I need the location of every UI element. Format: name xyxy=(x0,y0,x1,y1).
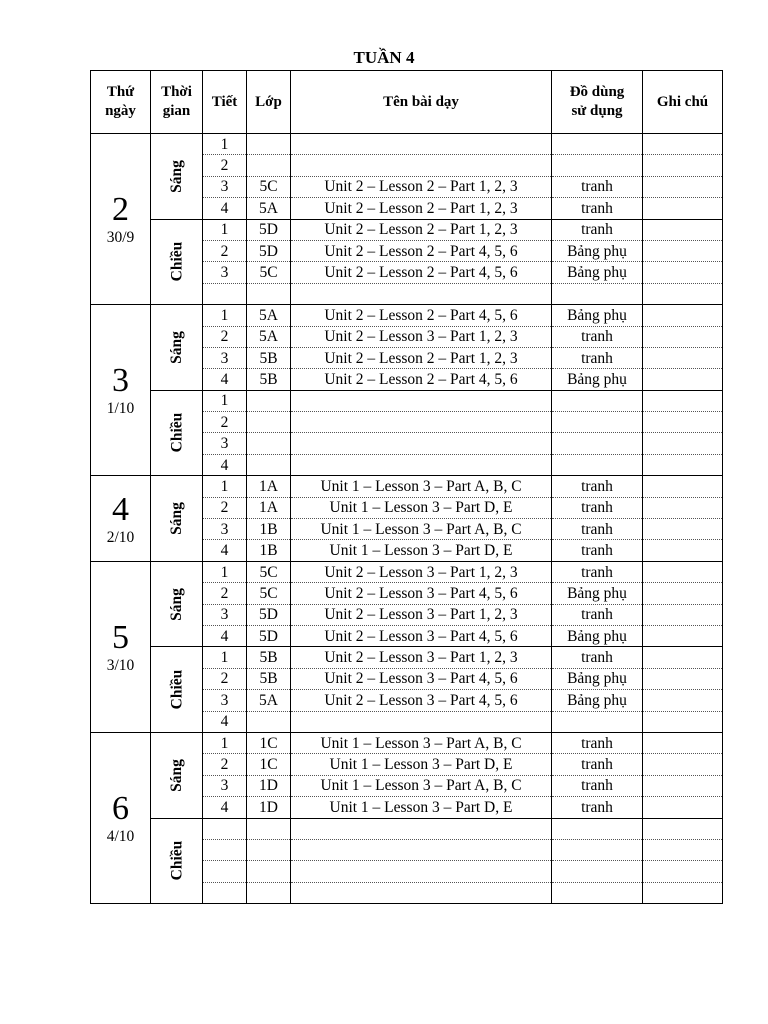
period-cell: 1 xyxy=(203,647,247,668)
notes-cell xyxy=(643,240,723,261)
header-lesson: Tên bài dạy xyxy=(291,71,552,134)
lesson-cell xyxy=(291,412,552,433)
session-label: Sáng xyxy=(168,758,185,792)
class-cell xyxy=(247,412,291,433)
notes-cell xyxy=(643,818,723,839)
period-cell: 1 xyxy=(203,134,247,155)
class-cell: 5B xyxy=(247,647,291,668)
notes-cell xyxy=(643,583,723,604)
period-cell: 2 xyxy=(203,668,247,689)
materials-cell: tranh xyxy=(552,219,643,240)
period-cell: 4 xyxy=(203,797,247,818)
materials-cell: tranh xyxy=(552,476,643,497)
materials-cell: Bảng phụ xyxy=(552,668,643,689)
class-cell xyxy=(247,882,291,903)
header-notes: Ghi chú xyxy=(643,71,723,134)
period-cell xyxy=(203,818,247,839)
day-date: 1/10 xyxy=(106,400,135,418)
period-cell: 3 xyxy=(203,690,247,711)
notes-cell xyxy=(643,219,723,240)
class-cell: 1D xyxy=(247,797,291,818)
class-cell: 5C xyxy=(247,262,291,283)
table-row xyxy=(91,476,723,497)
session-label: Chiều xyxy=(168,413,185,453)
materials-cell xyxy=(552,283,643,304)
notes-cell xyxy=(643,647,723,668)
class-cell: 1C xyxy=(247,754,291,775)
lesson-cell: Unit 1 – Lesson 3 – Part A, B, C xyxy=(291,519,552,540)
session-label: Chiều xyxy=(168,669,185,710)
period-cell: 1 xyxy=(203,732,247,753)
header-time: Thời gian xyxy=(151,71,203,134)
lesson-cell: Unit 2 – Lesson 2 – Part 1, 2, 3 xyxy=(291,176,552,197)
header-period: Tiết xyxy=(203,71,247,134)
period-cell: 2 xyxy=(203,155,247,176)
period-cell: 2 xyxy=(203,412,247,433)
table-body xyxy=(91,134,723,904)
materials-cell: tranh xyxy=(552,497,643,518)
class-cell: 5C xyxy=(247,583,291,604)
class-cell: 5D xyxy=(247,219,291,240)
materials-cell xyxy=(552,711,643,732)
notes-cell xyxy=(643,369,723,390)
lesson-cell: Unit 2 – Lesson 3 – Part 1, 2, 3 xyxy=(291,561,552,582)
materials-cell: tranh xyxy=(552,647,643,668)
lesson-cell: Unit 2 – Lesson 2 – Part 4, 5, 6 xyxy=(291,240,552,261)
notes-cell xyxy=(643,754,723,775)
lesson-cell: Unit 2 – Lesson 3 – Part 1, 2, 3 xyxy=(291,604,552,625)
session-label: Sáng xyxy=(168,331,185,364)
class-cell xyxy=(247,818,291,839)
lesson-cell xyxy=(291,454,552,475)
class-cell xyxy=(247,390,291,411)
materials-cell: Bảng phụ xyxy=(552,240,643,261)
session-label: Sáng xyxy=(168,587,185,621)
materials-cell: Bảng phụ xyxy=(552,625,643,646)
period-cell: 4 xyxy=(203,540,247,561)
class-cell: 5A xyxy=(247,326,291,347)
lesson-cell xyxy=(291,818,552,839)
materials-cell: Bảng phụ xyxy=(552,369,643,390)
materials-cell: tranh xyxy=(552,347,643,368)
notes-cell xyxy=(643,155,723,176)
class-cell: 5B xyxy=(247,668,291,689)
header-day: Thứ ngày xyxy=(91,71,151,134)
period-cell: 2 xyxy=(203,240,247,261)
notes-cell xyxy=(643,476,723,497)
materials-cell xyxy=(552,155,643,176)
period-cell: 1 xyxy=(203,219,247,240)
session-cell xyxy=(151,476,203,562)
header-class: Lớp xyxy=(247,71,291,134)
period-cell xyxy=(203,839,247,860)
class-cell: 5D xyxy=(247,625,291,646)
class-cell xyxy=(247,283,291,304)
class-cell: 5D xyxy=(247,240,291,261)
notes-cell xyxy=(643,519,723,540)
lesson-cell: Unit 2 – Lesson 2 – Part 1, 2, 3 xyxy=(291,198,552,219)
period-cell: 4 xyxy=(203,198,247,219)
period-cell: 1 xyxy=(203,561,247,582)
notes-cell xyxy=(643,540,723,561)
lesson-cell xyxy=(291,283,552,304)
day-number: 6 xyxy=(112,790,129,827)
session-label: Chiều xyxy=(168,840,185,881)
class-cell: 5A xyxy=(247,305,291,326)
table-row xyxy=(91,390,723,411)
notes-cell xyxy=(643,668,723,689)
period-cell: 2 xyxy=(203,583,247,604)
table-row xyxy=(91,134,723,155)
notes-cell xyxy=(643,134,723,155)
class-cell: 1B xyxy=(247,519,291,540)
lesson-cell: Unit 2 – Lesson 2 – Part 4, 5, 6 xyxy=(291,305,552,326)
notes-cell xyxy=(643,283,723,304)
notes-cell xyxy=(643,305,723,326)
notes-cell xyxy=(643,176,723,197)
lesson-cell xyxy=(291,134,552,155)
period-cell xyxy=(203,283,247,304)
session-cell xyxy=(151,818,203,904)
day-date: 4/10 xyxy=(106,828,135,845)
day-number: 2 xyxy=(112,191,129,229)
day-cell xyxy=(91,134,151,305)
session-cell xyxy=(151,219,203,305)
period-cell: 1 xyxy=(203,476,247,497)
lesson-cell xyxy=(291,433,552,454)
table-row xyxy=(91,647,723,668)
lesson-cell: Unit 1 – Lesson 3 – Part D, E xyxy=(291,754,552,775)
lesson-cell xyxy=(291,882,552,903)
session-cell xyxy=(151,732,203,818)
class-cell: 5A xyxy=(247,690,291,711)
lesson-cell: Unit 2 – Lesson 2 – Part 1, 2, 3 xyxy=(291,347,552,368)
period-cell: 4 xyxy=(203,369,247,390)
notes-cell xyxy=(643,711,723,732)
class-cell xyxy=(247,134,291,155)
period-cell: 1 xyxy=(203,390,247,411)
class-cell: 1B xyxy=(247,540,291,561)
table-row xyxy=(91,818,723,839)
lesson-cell xyxy=(291,155,552,176)
session-label: Sáng xyxy=(168,159,185,193)
period-cell: 3 xyxy=(203,433,247,454)
class-cell: 5B xyxy=(247,347,291,368)
day-cell xyxy=(91,561,151,732)
notes-cell xyxy=(643,625,723,646)
period-cell: 3 xyxy=(203,775,247,796)
materials-cell: tranh xyxy=(552,754,643,775)
class-cell xyxy=(247,155,291,176)
materials-cell: tranh xyxy=(552,775,643,796)
period-cell: 4 xyxy=(203,625,247,646)
materials-cell: tranh xyxy=(552,797,643,818)
lesson-cell: Unit 2 – Lesson 3 – Part 4, 5, 6 xyxy=(291,583,552,604)
period-cell: 3 xyxy=(203,604,247,625)
materials-cell xyxy=(552,818,643,839)
notes-cell xyxy=(643,326,723,347)
materials-cell: tranh xyxy=(552,540,643,561)
class-cell xyxy=(247,711,291,732)
materials-cell: tranh xyxy=(552,198,643,219)
lesson-cell: Unit 1 – Lesson 3 – Part A, B, C xyxy=(291,476,552,497)
lesson-cell: Unit 2 – Lesson 2 – Part 1, 2, 3 xyxy=(291,219,552,240)
day-date: 2/10 xyxy=(106,528,135,546)
materials-cell xyxy=(552,390,643,411)
materials-cell: tranh xyxy=(552,561,643,582)
notes-cell xyxy=(643,262,723,283)
notes-cell xyxy=(643,347,723,368)
table-row xyxy=(91,305,723,326)
table-header xyxy=(91,71,723,134)
materials-cell xyxy=(552,861,643,882)
class-cell: 5D xyxy=(247,604,291,625)
materials-cell: Bảng phụ xyxy=(552,583,643,604)
period-cell: 3 xyxy=(203,176,247,197)
page-title: TUẦN 4 xyxy=(353,48,415,67)
materials-cell: tranh xyxy=(552,604,643,625)
lesson-cell: Unit 2 – Lesson 3 – Part 4, 5, 6 xyxy=(291,668,552,689)
period-cell: 3 xyxy=(203,519,247,540)
class-cell: 1A xyxy=(247,476,291,497)
session-cell xyxy=(151,305,203,391)
class-cell: 1A xyxy=(247,497,291,518)
materials-cell: tranh xyxy=(552,326,643,347)
session-label: Chiều xyxy=(168,242,185,282)
notes-cell xyxy=(643,797,723,818)
period-cell: 4 xyxy=(203,711,247,732)
materials-cell: tranh xyxy=(552,732,643,753)
session-cell xyxy=(151,390,203,476)
materials-cell xyxy=(552,882,643,903)
notes-cell xyxy=(643,839,723,860)
class-cell: 5A xyxy=(247,198,291,219)
lesson-cell: Unit 2 – Lesson 2 – Part 4, 5, 6 xyxy=(291,262,552,283)
period-cell: 2 xyxy=(203,754,247,775)
notes-cell xyxy=(643,882,723,903)
period-cell: 4 xyxy=(203,454,247,475)
class-cell: 1C xyxy=(247,732,291,753)
table-row xyxy=(91,732,723,753)
materials-cell: Bảng phụ xyxy=(552,305,643,326)
notes-cell xyxy=(643,690,723,711)
class-cell xyxy=(247,454,291,475)
notes-cell xyxy=(643,561,723,582)
table-row xyxy=(91,561,723,582)
lesson-cell xyxy=(291,839,552,860)
lesson-cell: Unit 1 – Lesson 3 – Part A, B, C xyxy=(291,732,552,753)
period-cell: 2 xyxy=(203,497,247,518)
session-cell xyxy=(151,647,203,733)
session-cell xyxy=(151,134,203,220)
day-cell xyxy=(91,305,151,476)
materials-cell xyxy=(552,134,643,155)
materials-cell: Bảng phụ xyxy=(552,262,643,283)
class-cell: 5C xyxy=(247,561,291,582)
class-cell: 5C xyxy=(247,176,291,197)
notes-cell xyxy=(643,454,723,475)
day-number: 3 xyxy=(112,362,129,400)
period-cell: 1 xyxy=(203,305,247,326)
materials-cell xyxy=(552,454,643,475)
day-cell xyxy=(91,476,151,562)
class-cell: 5B xyxy=(247,369,291,390)
class-cell: 1D xyxy=(247,775,291,796)
lesson-cell: Unit 2 – Lesson 2 – Part 4, 5, 6 xyxy=(291,369,552,390)
lesson-cell: Unit 2 – Lesson 3 – Part 1, 2, 3 xyxy=(291,647,552,668)
materials-cell xyxy=(552,839,643,860)
day-date: 3/10 xyxy=(106,656,135,674)
header-materials: Đồ dùng sử dụng xyxy=(552,71,643,134)
period-cell: 2 xyxy=(203,326,247,347)
lesson-cell xyxy=(291,390,552,411)
lesson-cell: Unit 2 – Lesson 3 – Part 4, 5, 6 xyxy=(291,625,552,646)
class-cell xyxy=(247,839,291,860)
day-number: 5 xyxy=(112,618,129,656)
notes-cell xyxy=(643,198,723,219)
lesson-cell: Unit 1 – Lesson 3 – Part D, E xyxy=(291,540,552,561)
class-cell xyxy=(247,861,291,882)
lesson-cell xyxy=(291,861,552,882)
notes-cell xyxy=(643,433,723,454)
lesson-cell: Unit 1 – Lesson 3 – Part D, E xyxy=(291,497,552,518)
period-cell: 3 xyxy=(203,262,247,283)
materials-cell: tranh xyxy=(552,519,643,540)
table-row xyxy=(91,219,723,240)
lesson-cell: Unit 2 – Lesson 3 – Part 1, 2, 3 xyxy=(291,326,552,347)
session-label: Sáng xyxy=(168,502,185,535)
materials-cell: tranh xyxy=(552,176,643,197)
schedule-table xyxy=(90,70,723,904)
lesson-cell: Unit 1 – Lesson 3 – Part A, B, C xyxy=(291,775,552,796)
lesson-cell xyxy=(291,711,552,732)
lesson-cell: Unit 1 – Lesson 3 – Part D, E xyxy=(291,797,552,818)
notes-cell xyxy=(643,390,723,411)
notes-cell xyxy=(643,412,723,433)
period-cell xyxy=(203,861,247,882)
period-cell: 3 xyxy=(203,347,247,368)
materials-cell: Bảng phụ xyxy=(552,690,643,711)
materials-cell xyxy=(552,433,643,454)
period-cell xyxy=(203,882,247,903)
notes-cell xyxy=(643,861,723,882)
notes-cell xyxy=(643,497,723,518)
materials-cell xyxy=(552,412,643,433)
session-cell xyxy=(151,561,203,647)
notes-cell xyxy=(643,775,723,796)
day-number: 4 xyxy=(112,490,129,528)
day-cell xyxy=(91,732,151,903)
lesson-cell: Unit 2 – Lesson 3 – Part 4, 5, 6 xyxy=(291,690,552,711)
notes-cell xyxy=(643,732,723,753)
class-cell xyxy=(247,433,291,454)
notes-cell xyxy=(643,604,723,625)
day-date: 30/9 xyxy=(106,229,135,247)
